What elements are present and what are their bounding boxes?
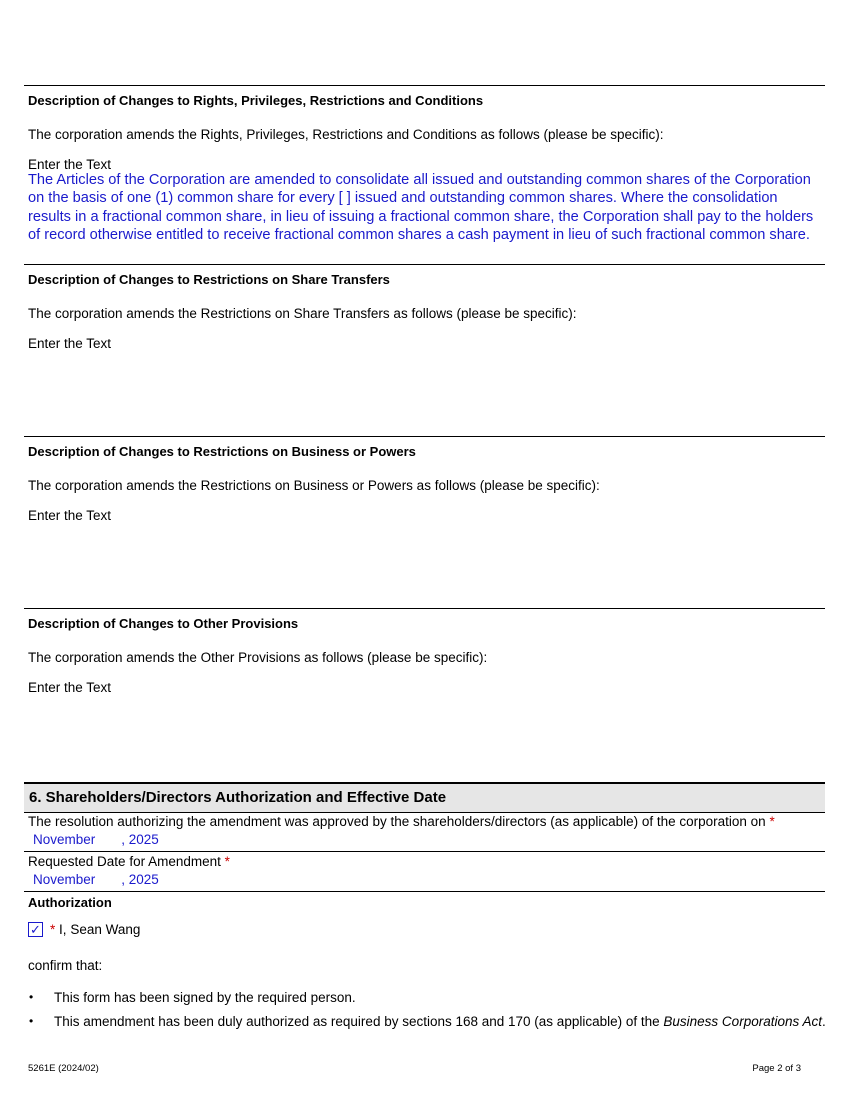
business-powers-section-intro: The corporation amends the Restrictions on Business or Powers as follows (please be specific): [28, 478, 600, 493]
business-powers-text-field[interactable] [28, 526, 824, 606]
share-transfers-section-intro: The corporation amends the Restrictions on Share Transfers as follows (please be specific): [28, 306, 577, 321]
authorization-signer [50, 922, 140, 937]
other-provisions-text-field[interactable] [28, 698, 824, 778]
resolution-year: , 2025 [121, 832, 159, 847]
confirmation-bullet-1: This form has been signed by the required person. [54, 990, 356, 1005]
page-number: Page 2 of 3 [752, 1063, 801, 1074]
resolution-date-field[interactable] [33, 832, 159, 847]
act-name: Business Corporations Act [663, 1014, 822, 1029]
section-divider [24, 436, 825, 437]
section-divider [24, 851, 825, 852]
authorization-checkbox[interactable] [28, 922, 43, 937]
resolution-date-label: The resolution authorizing the amendment was approved by the shareholders/directors (as applicable) of the corporation on * [28, 814, 775, 829]
rights-field-label: Enter the Text [28, 157, 112, 172]
rights-section-title: Description of Changes to Rights, Privileges, Restrictions and Conditions [28, 93, 484, 108]
section-divider [24, 891, 825, 892]
required-asterisk: * [224, 854, 230, 869]
section6-title: 6. Shareholders/Directors Authorization and Effective Date [29, 789, 447, 806]
form-code: 5261E (2024/02) [28, 1063, 99, 1074]
other-provisions-section-title: Description of Changes to Other Provisions [28, 616, 299, 631]
confirm-text: confirm that: [28, 958, 103, 973]
section6-header [24, 782, 825, 813]
required-asterisk: * [769, 814, 775, 829]
rights-section-intro: The corporation amends the Rights, Privileges, Restrictions and Conditions as follows (please be specific): [28, 127, 664, 142]
confirmation-bullet-2: This amendment has been duly authorized as required by sections 168 and 170 (as applicable) of the Business Corporations Act. [54, 1014, 826, 1029]
bullet-icon: • [29, 1014, 34, 1028]
section-divider [24, 264, 825, 265]
requested-month: November [33, 872, 96, 887]
section-divider [24, 85, 825, 86]
share-transfers-section-title: Description of Changes to Restrictions on Share Transfers [28, 272, 390, 287]
resolution-month: November [33, 832, 96, 847]
signer-name-field[interactable]: Sean Wang [70, 922, 141, 937]
business-powers-field-label: Enter the Text [28, 508, 112, 523]
requested-year: , 2025 [121, 872, 159, 887]
required-asterisk: * [50, 922, 56, 937]
authorization-heading: Authorization [28, 895, 112, 910]
i-label: I, [59, 922, 67, 937]
bullet-icon: • [29, 990, 34, 1004]
requested-date-label: Requested Date for Amendment * [28, 854, 230, 869]
other-provisions-section-intro: The corporation amends the Other Provisions as follows (please be specific): [28, 650, 488, 665]
share-transfers-field-label: Enter the Text [28, 336, 112, 351]
share-transfers-text-field[interactable] [28, 354, 824, 434]
rights-text-field[interactable]: The Articles of the Corporation are amended to consolidate all issued and outstanding common shares of the Corporation on the basis of one (1) common share for every [ ] issued and outstanding common shares. Where the consolidation results in a fractional common share, in lieu of issuing a fractional common share, the Corporation shall pay to the holders of record otherwise entitled to receive fractional common shares a cash payment in lieu of such fractional common share. [28, 172, 814, 244]
section-divider [24, 608, 825, 609]
requested-date-field[interactable] [33, 872, 159, 887]
checkmark-icon: ✓ [30, 922, 41, 937]
business-powers-section-title: Description of Changes to Restrictions on Business or Powers [28, 444, 416, 459]
other-provisions-field-label: Enter the Text [28, 680, 112, 695]
